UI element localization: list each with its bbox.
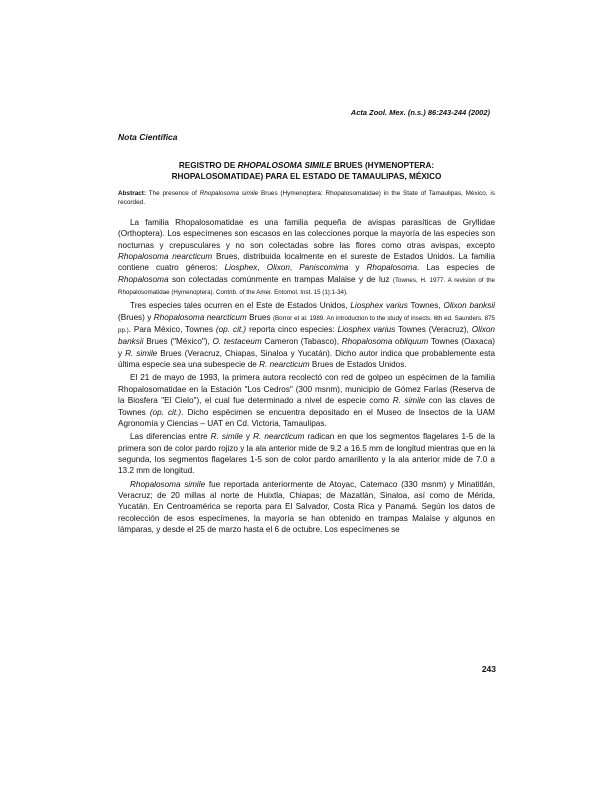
citation: (Borror et al. 1989. An introduction to the study of insects. 6th ed. Saunders. 875 pp.)	[118, 314, 495, 335]
abstract-label: Abstract:	[118, 190, 147, 197]
paragraph-1: La familia Rhopalosomatidae es una familia pequeña de avispas parasíticas de Gryllidae (Orthoptera). Los especímenes son escasos en las colecciones porque la mayoría de las especies son nocturnas y crepusculares y no son colectadas sobre las flores como otras avispas, excepto Rhopalosoma nearcticum Brues, distribuida localmente en el sureste de Estados Unidos. La familia contiene cuatro géneros: Liosphex, Olixon, Paniscomima y Rhopalosoma. Las especies de Rhopalosoma son colectadas comúnmente en trampas Malaise y de luz (Townes, H. 1977. A revision of the Rhopalosomatidae (Hymenoptera). Contrib. of the Amer. Entomol. Inst. 15 (1):1-34).	[118, 218, 496, 297]
paragraph-3: El 21 de mayo de 1993, la primera autora recolectó con red de golpeo un espécimen de la familia Rhopalosomatidae en la Estación "Los Cedros" (300 msnm), municipio de Gómez Farías (Reserva de la Biosfera "El Cielo"), el cual fue determinado a nivel de especie como R. simile con las claves de Townes (op. cit.). Dicho espécimen se encuentra depositado en el Museo de Insectos de la UAM Agronomía y Ciencias – UAT en Cd. Victoria, Tamaulipas.	[118, 373, 495, 428]
title-genus: RHOPALOSOMA SIMILE	[237, 161, 332, 170]
paragraph-2: Tres especies tales ocurren en el Este de Estados Unidos, Liosphex varius Townes, Olixon banksii (Brues) y Rhopalosoma nearcticum Brues (Borror et al. 1989. An introduction to the study of insects. 6th ed. Saunders. 875 pp.). Para México, Townes (op. cit.) reporta cinco especies: Liosphex varius Townes (Veracruz), Olixon banksii Brues ("México"), O. testaceum Cameron (Tabasco), Rhopalosoma obliquum Townes (Oaxaca) y R. simile Brues (Veracruz, Chiapas, Sinaloa y Yucatán). Dicho autor indica que probablemente esta última especie sea una subespecie de R. nearcticum Brues de Estados Unidos.	[118, 301, 496, 370]
article-body	[118, 217, 495, 537]
abstract: Abstract: The presence of Rhopalosoma simile Brues (Hymenoptera: Rhopalosomatidae) in the State of Tamaulipas, México, is recorded.	[118, 190, 495, 206]
section-label: Nota Científica	[118, 132, 178, 142]
citation: (Townes, H. 1977. A revision of the Rhopalosomatidae (Hymenoptera). Contrib. of the Amer. Entomol. Inst. 15 (1):1-34).	[118, 276, 496, 297]
article-title: REGISTRO DE RHOPALOSOMA SIMILE BRUES (HYMENOPTERA: RHOPALOSOMATIDAE) PARA EL ESTADO DE TAMAULIPAS, MÉXICO	[171, 161, 442, 181]
page-number: 243	[481, 664, 496, 674]
paragraph-5: Rhopalosoma simile fue reportada anteriormente de Atoyac, Catemaco (330 msnm) y Minatitlán, Veracruz; de 20 millas al norte de Huixtla, Chiapas; de Mazatlán, Sinaloa, así como de Mérida, Yucatán. En Centroamérica se reporta para El Salvador, Costa Rica y Panamá. Según los datos de recolección de esos especímenes, la mayoría se han obtenido en trampas Malaise y algunos en lámparas, y desde el 25 de marzo hasta el 6 de octubre. Los especímenes se	[118, 479, 495, 534]
journal-citation: Acta Zool. Mex. (n.s.) 86:243-244 (2002)	[350, 108, 490, 117]
paragraph-4: Las diferencias entre R. simile y R. nearcticum radican en que los segmentos flagelares 1-5 de la primera son de color pardo rojizo y la ala anterior mide de 9.2 a 16.5 mm de longitud mientras que en la segunda, los segmentos flagelares 1-5 son de color pardo amarillento y la ala anterior mide de 7.0 a 13.2 mm de longitud.	[118, 432, 495, 476]
